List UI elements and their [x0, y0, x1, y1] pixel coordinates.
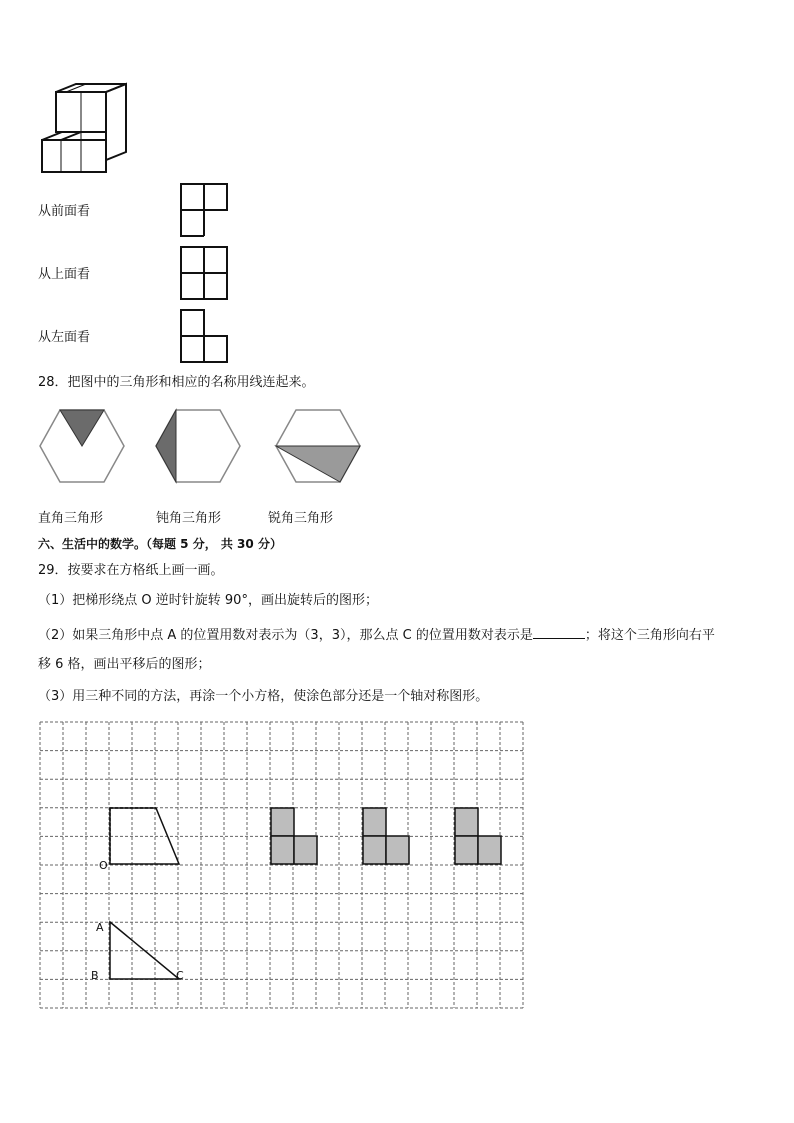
- q29-item1: （1）把梯形绕点 O 逆时针旋转 90°，画出旋转后的图形；: [38, 593, 378, 608]
- q29-prompt: 29．按要求在方格纸上画一画。: [38, 563, 224, 578]
- cube-stack-figure: [38, 80, 138, 180]
- q28-prompt: 28．把图中的三角形和相应的名称用线连起来。: [38, 375, 315, 390]
- q29-item2: [38, 624, 715, 645]
- front-view-shape: [181, 184, 231, 238]
- q29-item3: （3）用三种不同的方法，再涂一个小方格，使涂色部分还是一个轴对称图形。: [38, 689, 489, 704]
- l-shape-1: [271, 808, 317, 864]
- point-label-b: B: [91, 969, 99, 982]
- grid-paper[interactable]: [39, 721, 525, 1011]
- l-shape-3: [455, 808, 501, 864]
- q29-item2-after: ；将这个三角形向右平: [584, 628, 715, 643]
- hexagon-3: [276, 408, 366, 488]
- answer-blank[interactable]: [533, 624, 585, 639]
- triangle-name-right: 直角三角形: [38, 511, 104, 526]
- left-view-shape: [181, 310, 231, 364]
- triangle-name-acute: 锐角三角形: [268, 511, 334, 526]
- triangle-name-obtuse: 钝角三角形: [156, 511, 222, 526]
- hexagon-1: [40, 408, 130, 488]
- obtuse-triangle-shade: [156, 410, 176, 482]
- hexagon-2: [156, 408, 246, 488]
- q29-item2-before: （2）如果三角形中点 A 的位置用数对表示为（3，3），那么点 C 的位置用数对表示是: [38, 628, 533, 643]
- q29-item2-line2: 移 6 格，画出平移后的图形；: [38, 657, 211, 672]
- view-label-left: 从左面看: [38, 330, 91, 345]
- point-label-a: A: [96, 921, 104, 934]
- section6-heading: 六、生活中的数学。（每题 5 分， 共 30 分）: [38, 537, 282, 551]
- l-shape-2: [363, 808, 409, 864]
- top-view-shape: [181, 247, 231, 301]
- point-label-c: C: [176, 969, 184, 982]
- view-label-top: 从上面看: [38, 267, 91, 282]
- view-label-front: 从前面看: [38, 204, 91, 219]
- point-label-o: O: [99, 859, 108, 872]
- grid-lines: [40, 722, 523, 1008]
